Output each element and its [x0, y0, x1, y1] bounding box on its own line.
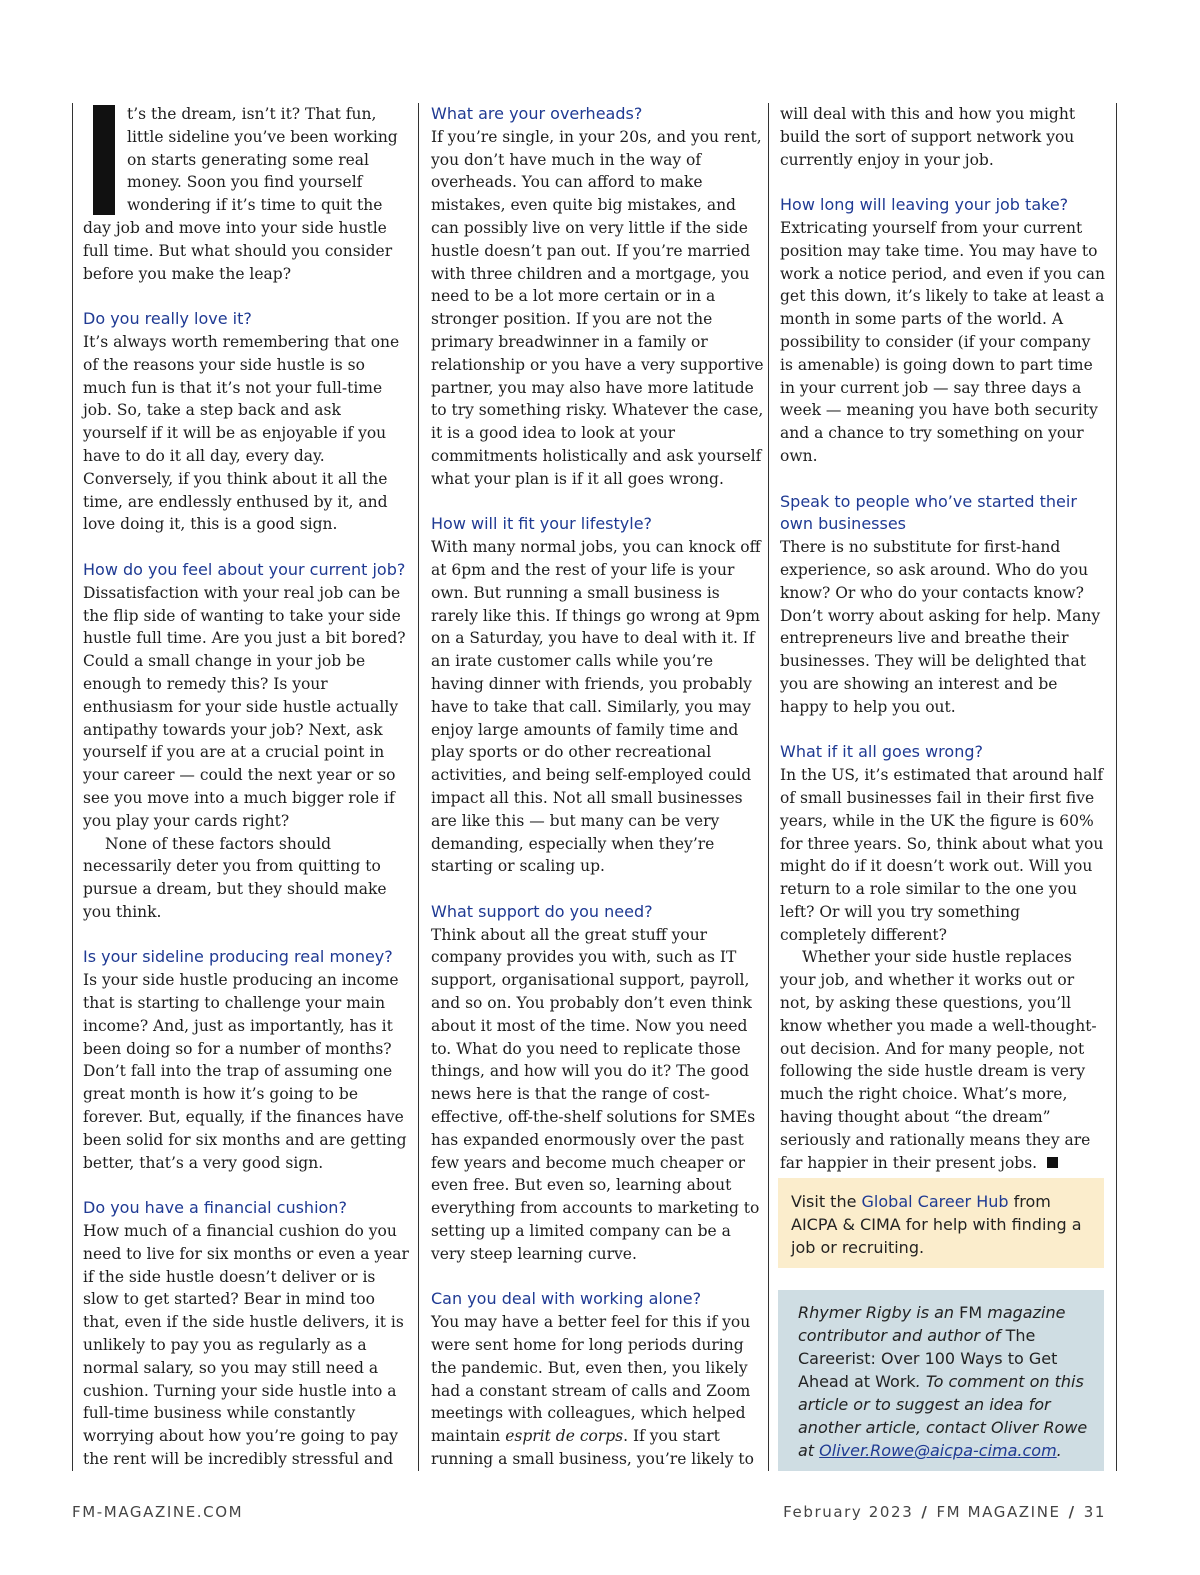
- section-body: Dissatisfaction with your real job can be the flip side of wanting to take your side hustle full time. Are you just a bit bored? Could a small change in your job be enough to remedy this? Is your enthusiasm for your side hustle actually antipathy towards your job? Next, ask yourself if you are at a crucial point in your career — could the next year or so see you move into a much bigger role if you play your cards right?: [83, 583, 406, 830]
- section-body: In the US, it’s estimated that around half of small businesses fail in their first five years, while in the UK the figure is 60% for three years. So, think about what you might do if it doesn’t work out. Will you return to a role similar to the one you left? Or will you try something completely different?: [780, 766, 1104, 944]
- section-body: You may have a better feel for this if you were sent home for long periods during the pandemic. But, even then, you likely had a constant stream of calls and Zoom meetings with colleagues, which helped maintain esprit de corps. If you start running a small business, you’re likely to: [431, 1313, 754, 1469]
- career-hub-link[interactable]: Global Career Hub: [861, 1192, 1009, 1211]
- article-column-1: [72, 103, 409, 1471]
- book-title: The Careerist: Over 100 Ways to Get Ahead at Work: [798, 1326, 1058, 1391]
- intro-paragraph: t’s the dream, isn’t it? That fun, little sideline you’ve been working on starts generating some real money. Soon you find yourself wondering if it’s time to quit the day job and move into your side hustle full time. But what should you consider before you make the leap?: [83, 105, 398, 283]
- section-heading-working-alone: Can you deal with working alone?: [431, 1289, 702, 1309]
- section-heading-real-money: Is your sideline producing real money?: [83, 947, 393, 967]
- section-heading-financial-cushion: Do you have a financial cushion?: [83, 1198, 347, 1218]
- section-body: Is your side hustle producing an income that is starting to challenge your main income? And, just as importantly, has it been doing so for a number of months? Don’t fall into the trap of assuming one great month is how it’s going to be forever. But, equally, if the finances have been solid for six months and are getting better, that’s a very good sign.: [83, 971, 407, 1172]
- italic-phrase: esprit de corps: [505, 1427, 624, 1446]
- section-body: will deal with this and how you might build the sort of support network you currently enjoy in your job.: [780, 105, 1076, 169]
- section-body: If you’re single, in your 20s, and you rent, you don’t have much in the way of overheads. You can afford to make mistakes, even quite big mistakes, and can possibly live on very little if the side hustle doesn’t pan out. If you’re married with three children and a mortgage, you need to be a lot more certain or in a stronger position. If you are not the primary breadwinner in a family or relationship or you have a very supportive partner, you may also have more latitude to try something risky. Whatever the case, it is a good idea to look at your commitments holistically and ask yourself what your plan is if it all goes wrong.: [431, 127, 764, 488]
- section-heading-love-it: Do you really love it?: [83, 309, 252, 329]
- section-body: It’s always worth remembering that one of the reasons your side hustle is so much fun is that it’s not your full-time job. So, take a step back and ask yourself if it will be as enjoyable if you have to do it all day, every day. Conversely, if you think about it all the time, are endlessly enthused by it, and love doing it, this is a good sign.: [83, 332, 400, 534]
- section-body: How much of a financial cushion do you need to live for six months or even a year if the side hustle doesn’t deliver or is slow to get started? Bear in mind too that, even if the side hustle delivers, it is unlikely to pay you as regularly as a normal salary, so you may still need a cushion. Turning your side hustle into a full-time business while constantly worrying about how you’re going to pay the rent will be incredibly stressful and: [83, 1222, 409, 1469]
- section-body: Extricating yourself from your current position may take time. You may have to work a notice period, and even if you can get this down, it’s likely to take at least a month in some parts of the world. A possibility to consider (if your company is amenable) is going down to part time in your current job — say three days a week — meaning you have both security and a chance to try something on your own.: [780, 218, 1105, 465]
- author-bio-box: Rhymer Rigby is an FM magazine contributor and author of The Careerist: Over 100 Ways to Get Ahead at Work. To comment on this article or to suggest an idea for another article, contact Oliver Rowe at Oliver.Rowe@aicpa-cima.com.: [778, 1290, 1104, 1471]
- section-heading-goes-wrong: What if it all goes wrong?: [780, 742, 983, 762]
- footer-site: FM-MAGAZINE.COM: [72, 1503, 244, 1521]
- section-heading-support: What support do you need?: [431, 901, 653, 921]
- editor-email-link[interactable]: Oliver.Rowe@aicpa-cima.com: [819, 1441, 1057, 1460]
- section-heading-current-job: How do you feel about your current job?: [83, 559, 406, 579]
- section-body: Think about all the great stuff your company provides you with, such as IT support, organisational support, payroll, and so on. You probably don’t even think about it most of the time. Now you need to. What do you need to replicate those things, and how will you do it? The good news here is that the range of cost-effective, off-the-shelf solutions for SMEs has expanded enormously over the past few years and become much cheaper or even free. But even so, learning about everything from accounts to marketing to setting up a limited company can be a very steep learning curve.: [431, 925, 760, 1263]
- career-hub-callout: Visit the Global Career Hub from AICPA & CIMA for help with finding a job or recruiting.: [778, 1178, 1104, 1268]
- page-number: 31: [1083, 1503, 1106, 1521]
- section-heading-overheads: What are your overheads?: [431, 104, 643, 123]
- drop-cap: [93, 105, 115, 215]
- end-mark-icon: [1047, 1157, 1058, 1168]
- section-body: Whether your side hustle replaces your job, and whether it works out or not, by asking these questions, you’ll know whether you made a well-thought-out decision. And for many people, not following the side hustle dream is very much the right choice. What’s more, having thought about “the dream” seriously and rationally means they are far happier in their present jobs.: [780, 948, 1097, 1172]
- section-heading-lifestyle: How will it fit your lifestyle?: [431, 514, 653, 534]
- section-heading-leaving-time: How long will leaving your job take?: [780, 195, 1069, 215]
- section-body: With many normal jobs, you can knock off at 6pm and the rest of your life is your own. But running a small business is rarely like this. If things go wrong at 9pm on a Saturday, you have to deal with it. If an irate customer calls while you’re having dinner with friends, you probably have to take that call. Similarly, you may enjoy large amounts of family time and play sports or do other recreational activities, and being self-employed could impact all this. Not all small businesses are like this — but many can be very demanding, especially when they’re starting or scaling up.: [431, 538, 761, 876]
- footer-issue: February 2023 / FM MAGAZINE / 31: [783, 1503, 1106, 1521]
- article-column-2: [418, 103, 766, 1471]
- section-body: None of these factors should necessarily deter you from quitting to pursue a dream, but they should make you think.: [83, 834, 387, 921]
- section-body: There is no substitute for first-hand experience, so ask around. Who do you know? Or who do your contacts know? Don’t worry about asking for help. Many entrepreneurs live and breathe their businesses. They will be delighted that you are showing an interest and be happy to help you out.: [780, 538, 1101, 716]
- section-heading-speak-to-people: Speak to people who’ve started their own businesses: [780, 491, 1077, 534]
